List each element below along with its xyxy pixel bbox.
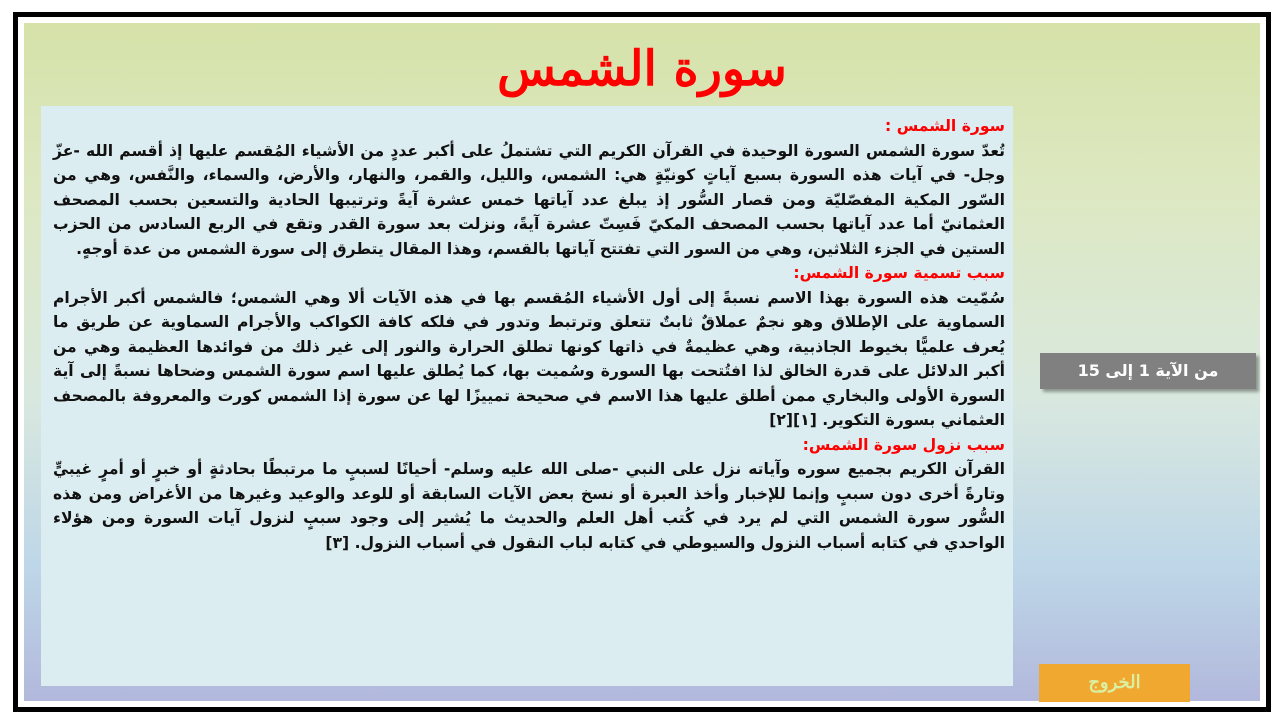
article-text <box>41 106 1013 555</box>
section-heading-revelation: سبب نزول سورة الشمس: <box>802 435 1005 454</box>
article-panel <box>41 106 1013 686</box>
section-heading-surah: سورة الشمس : <box>885 117 1005 135</box>
slide-title: سورة الشمس <box>497 41 787 97</box>
exit-button[interactable]: الخروج <box>1039 664 1190 702</box>
section-heading-naming: سبب تسمية سورة الشمس: <box>793 264 1005 282</box>
verse-range-label: من الآية 1 إلى 15 <box>1040 353 1256 389</box>
section-body-surah: تُعدّ سورة الشمس السورة الوحيدة في القرآن الكريم التي تشتملُ على أكبر عددٍ من الأشياء المُقسم عليها إذ أقسم الله -عزّ وجل- في آيات هذه السورة بسبع آياتٍ كونيّةٍ هي: الشمس، والليل، والقمر، والنهار، والأرض، والسماء، والنَّفس، وهي من السّور المكية المفصّليّة ومن قصار السُّور إذ يبلغ عدد آياتها خمس عشرة آيةً وترتيبها الحادية والتسعين بحسب المصحف العثمانيّ أما عدد آياتها بحسب المصحف المكيّ فَسِتّ عشرة آيةً، ونزلت بعد سورة القدر وتقع في الربع السادس من الحزب الستين في الجزء الثلاثين، وهي من السور التي تفتتح آياتها بالقسم، وهذا المقال يتطرق إلى سورة الشمس من عدة أوجهٍ. <box>53 141 1005 258</box>
section-body-naming: سُمّيت هذه السورة بهذا الاسم نسبةً إلى أول الأشياء المُقسم بها في هذه الآيات ألا وهي الشمس؛ فالشمس أكبر الأجرام السماوية على الإطلاق وهو نجمٌ عملاقٌ ثابتٌ تتعلق وترتبط وتدور في فلكه كافة الكواكب والأجرام السماوية عن طريق ما يُعرف علميًّا بخيوط الجاذبية، وهي عظيمةٌ في ذاتها كونها تطلق الحرارة والنور إلى غير ذلك من فوائدها العظيمة وهي من أكبر الدلائل على قدرة الخالق لذا افتُتحت بها السورة وسُميت بها، كما يُطلق عليها اسم سورة الشمس وضحاها نسبةً إلى آية السورة الأولى والبخاري ممن أطلق عليها هذا الاسم في صحيحة تمييزًا لها عن سورة إذا الشمس كورت والمعروفة بالمصحف العثماني بسورة التكوير. [١][٢] <box>53 288 1005 429</box>
slide <box>24 23 1260 701</box>
section-body-revelation: القرآن الكريم بجميع سوره وآياته نزل على النبي -صلى الله عليه وسلم- أحيانًا لسببٍ ما مرتبطًا بحادثةٍ أو خبرٍ أو أمرٍ غيبيٍّ وتارةً أخرى دون سببٍ وإنما للإخبار وأخذ العبرة أو نسخ بعض الآيات السابقة أو للوعد والوعيد وغيرها من الأغراض ومن هذه السُّور سورة الشمس التي لم يرد في كُتب أهل العلم والحديث ما يُشير إلى وجود سببٍ لنزول آيات السورة ومن هؤلاء الواحدي في كتابه أسباب النزول والسيوطي في كتابه لباب النقول في أسباب النزول. [٣] <box>53 460 1005 552</box>
slide-frame <box>13 12 1271 712</box>
